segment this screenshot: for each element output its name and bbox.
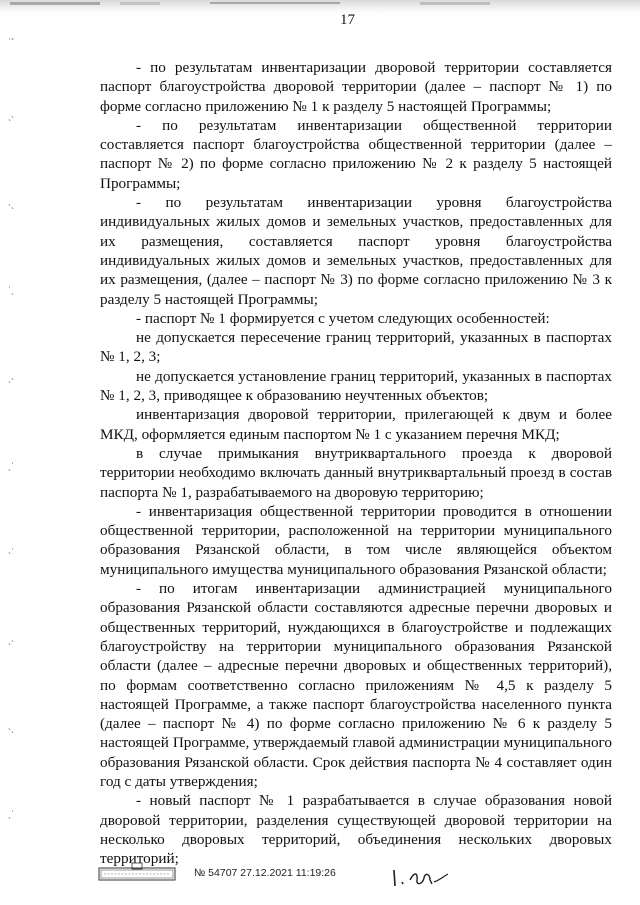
paragraph: - инвентаризация общественной территории проводится в отношении общественной территории, расположенной на территории муниципального образования Рязанской области, в том числе являющейся объектом муниципального имущества муниципального образования Рязанской области; — [100, 502, 612, 578]
scan-mark: ˎ˙ — [8, 461, 14, 471]
paragraph: инвентаризация дворовой территории, прилегающей к двум и более МКД, оформляется единым паспортом № 1 с указанием перечня МКД; — [100, 406, 612, 443]
registry-stamp-logo — [98, 862, 176, 882]
paragraph: не допускается установление границ территорий, указанных в паспортах № 1, 2, 3, приводящее к образованию неучтенных объектов; — [100, 367, 612, 405]
scan-edge-artifact — [0, 0, 640, 14]
document-registration-reference: № 54707 27.12.2021 11:19:26 — [194, 867, 336, 879]
scan-mark: ˎ˴ — [8, 373, 14, 383]
scan-mark: ˴ˎ — [8, 723, 14, 733]
paragraph: - паспорт № 1 формируется с учетом следующих особенностей: — [136, 309, 550, 327]
scan-mark: ˴ˎ — [8, 199, 14, 209]
paragraph: - по результатам инвентаризации общественной территории составляется паспорт благоустройства общественной территории (далее – паспорт № 2) по форме согласно приложению № 2 к разделу 5 настоящей Программы; — [100, 116, 612, 192]
paragraph: не допускается пересечение границ территорий, указанных в паспортах № 1, 2, 3; — [100, 329, 612, 366]
scan-mark: ˙ˎ — [8, 285, 14, 295]
paragraph: - по результатам инвентаризации дворовой территории составляется паспорт благоустройства дворовой территории (далее – паспорт № 1) по форме согласно приложению № 1 к разделу 5 настоящей Программы; — [100, 59, 612, 115]
paragraph: - по результатам инвентаризации уровня благоустройства индивидуальных жилых домов и земельных участков, предоставленных для их размещения, составляется паспорт уровня благоустройства индивидуальных жилых домов и земельных участков, предоставленных для их размещения, (далее – паспорт № 3) по форме согласно приложению № 3 к разделу 5 настоящей Программы; — [100, 194, 612, 308]
paragraph: в случае примыкания внутриквартального проезда к дворовой территории необходимо включать данный внутриквартальный проезд в состав паспорта № 1, разрабатываемого на дворовую территорию; — [100, 444, 612, 501]
document-body — [100, 58, 612, 868]
handwritten-signature — [390, 862, 460, 890]
scan-mark: ˙˚ — [8, 37, 14, 47]
scan-mark: ˎ˴ — [8, 635, 14, 645]
scan-mark: ˎ˙ — [8, 809, 14, 819]
scan-mark: ˎ˴ — [8, 111, 14, 121]
document-footer — [98, 862, 618, 892]
paragraph: - по итогам инвентаризации администрацией муниципального образования Рязанской области составляются адресные перечни дворовых и общественных территорий, нуждающихся в благоустройстве и подлежащих благоустройству на территории муниципального образования Рязанской области (далее – адресные перечни дворовых и общественных территорий), по формам соответственно согласно приложениям № 4,5 к разделу 5 настоящей Программе, а также паспорт благоустройства населенного пункта (далее – паспорт № 4) по форме согласно приложению № 6 к разделу 5 настоящей Программе, утверждаемый главой администрации муниципального образования Рязанской области. Срок действия паспорта № 4 составляет один год с даты утверждения; — [100, 580, 612, 790]
page-number: 17 — [340, 12, 355, 28]
scan-mark: ˴˙ — [8, 547, 14, 557]
paragraph: - новый паспорт № 1 разрабатывается в случае образования новой дворовой территории, разделения существующей дворовой территории на несколько дворовых территорий, объединения нескольких дворовых территорий; — [100, 792, 612, 868]
